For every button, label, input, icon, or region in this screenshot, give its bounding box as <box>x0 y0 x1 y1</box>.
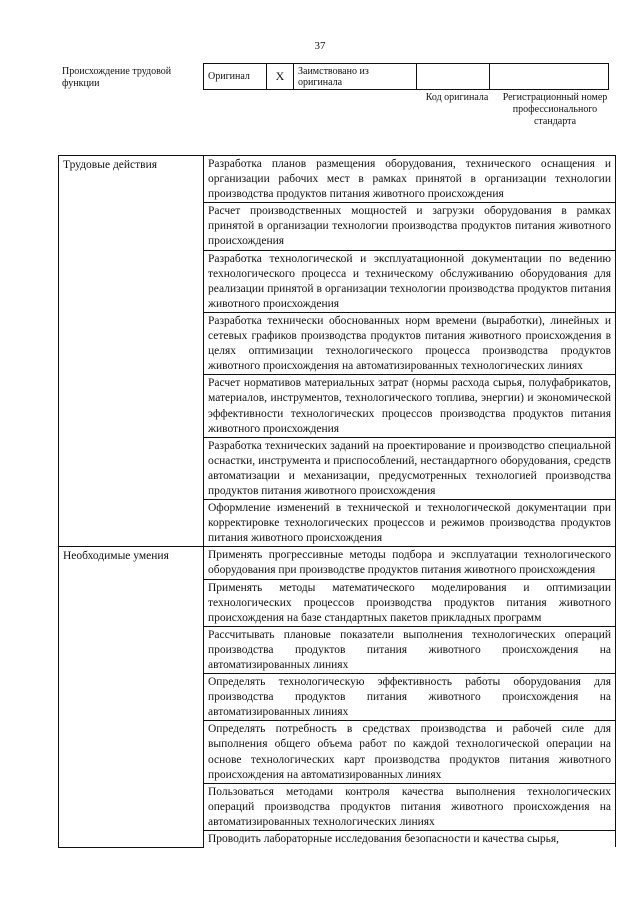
function-table <box>58 155 616 848</box>
original-cell: Оригинал <box>204 64 267 90</box>
table-cell: Определять потребность в средствах производства и рабочей силе для выполнения общего объема работ по каждой технологической операции на основе технологических карт производства продуктов питания животного происхождения на автоматизированных линиях <box>204 721 616 783</box>
table-cell: Рассчитывать плановые показатели выполнения технологических операций производства продуктов питания животного происхождения на автоматизированных линиях <box>204 626 616 673</box>
table-cell: Расчет нормативов материальных затрат (нормы расхода сырья, полуфабрикатов, материалов, инструментов, технологического топлива, энергии) и экономической эффективности технологических процессов производства продуктов питания животного происхождения <box>204 375 616 437</box>
table-cell: Применять прогрессивные методы подбора и эксплуатации технологического оборудования при производстве продуктов питания животного происхождения <box>204 547 616 579</box>
borrowed-cell: Заимствовано из оригинала <box>294 64 417 90</box>
reg-number-caption: Регистрационный номер профессионального стандарта <box>502 92 608 127</box>
page-number: 37 <box>314 40 326 52</box>
origin-table <box>203 63 609 90</box>
origin-label: Происхождение трудовой функции <box>62 66 172 89</box>
code-cell <box>417 64 490 90</box>
table-cell: Применять методы математического моделирования и оптимизации технологических процессов производства продуктов питания животного происхождения на базе стандартных пакетов прикладных программ <box>204 579 616 626</box>
table-cell: Разработка технических заданий на проектирование и производство специальной оснастки, инструмента и приспособлений, нестандартного оборудования, средств автоматизации и механизации, предусмотренных технологией производства продуктов питания животного происхождения <box>204 437 616 499</box>
table-cell: Расчет производственных мощностей и загрузки оборудования в рамках принятой в организации технологии производства продуктов питания животного происхождения <box>204 203 616 250</box>
table-cell: Пользоваться методами контроля качества выполнения технологических операций производства продуктов питания животного происхождения на автоматизированных технологических линиях <box>204 783 616 830</box>
reg-number-cell <box>490 64 609 90</box>
table-cell: Проводить лабораторные исследования безопасности и качества сырья, <box>204 831 616 848</box>
original-mark: X <box>267 64 294 90</box>
code-caption: Код оригинала <box>425 92 489 103</box>
table-cell: Оформление изменений в технической и технологической документации при корректировке технологических процессов и режимов производства продуктов питания животного происхождения <box>204 500 616 547</box>
category-required-skills: Необходимые умения <box>59 547 204 847</box>
table-cell: Разработка технически обоснованных норм времени (выработки), линейных и сетевых графиков производства продуктов питания животного происхождения в целях оптимизации технологического процесса производства продуктов животного происхождения на автоматизированных технологических линиях <box>204 312 616 374</box>
category-labor-actions: Трудовые действия <box>59 156 204 547</box>
table-row <box>59 156 616 203</box>
table-cell: Разработка планов размещения оборудования, технического оснащения и организации рабочих мест в рамках принятой в организации технологии производства продуктов питания животного происхождения <box>204 156 616 203</box>
table-cell: Разработка технологической и эксплуатационной документации по ведению технологического процесса и техническому обслуживанию оборудования для реализации принятой в организации технологии производства продуктов питания животного происхождения <box>204 250 616 312</box>
table-cell: Определять технологическую эффективность работы оборудования для производства продуктов питания животного происхождения на автоматизированных линиях <box>204 674 616 721</box>
table-row <box>59 547 616 579</box>
